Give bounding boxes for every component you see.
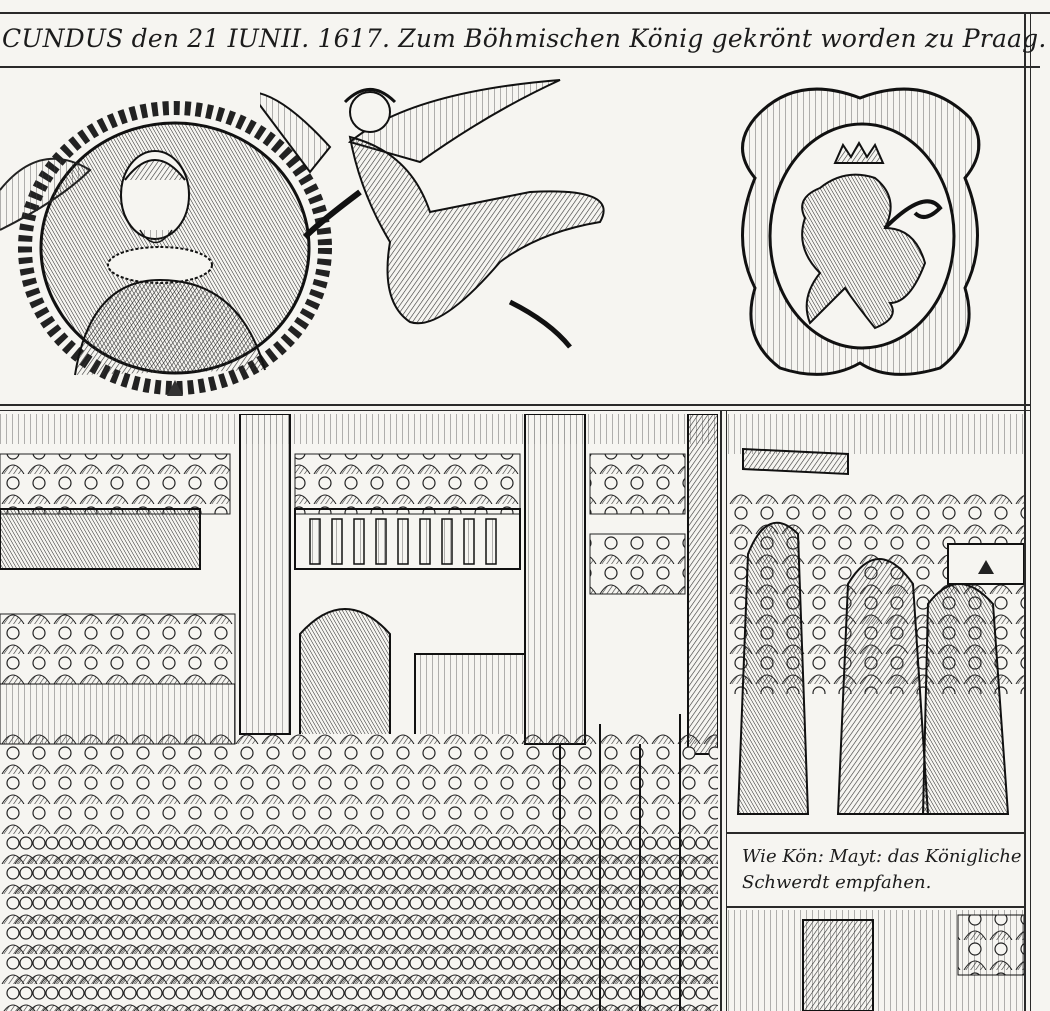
angel-figure-icon [260,72,630,362]
top-border [0,12,1050,14]
coronation-crowd-scene [0,414,718,1011]
side-panel-lower-border [726,906,1026,908]
right-frame-inner [1030,12,1031,1011]
sword-ceremony-scene [728,414,1024,830]
header-bottom-border-2 [0,410,1030,411]
side-panel-caption-line1: Wie Kön: Mayt: das Königliche [742,846,1022,867]
side-panel-caption-line2: Schwerdt empfahen. [742,872,932,893]
lion-coat-of-arms-icon [725,78,995,388]
panel-divider-2 [726,410,727,1011]
lower-side-scene [728,910,1024,1011]
caption-underline [0,66,1040,68]
side-panel-bottom-border [726,832,1026,834]
header-caption: CUNDUS den 21 IUNII. 1617. Zum Böhmischen König gekrönt worden zu Praag. [2,24,1047,53]
right-frame-outer [1024,12,1026,1011]
panel-divider [720,410,722,1011]
header-bottom-border [0,404,1030,406]
